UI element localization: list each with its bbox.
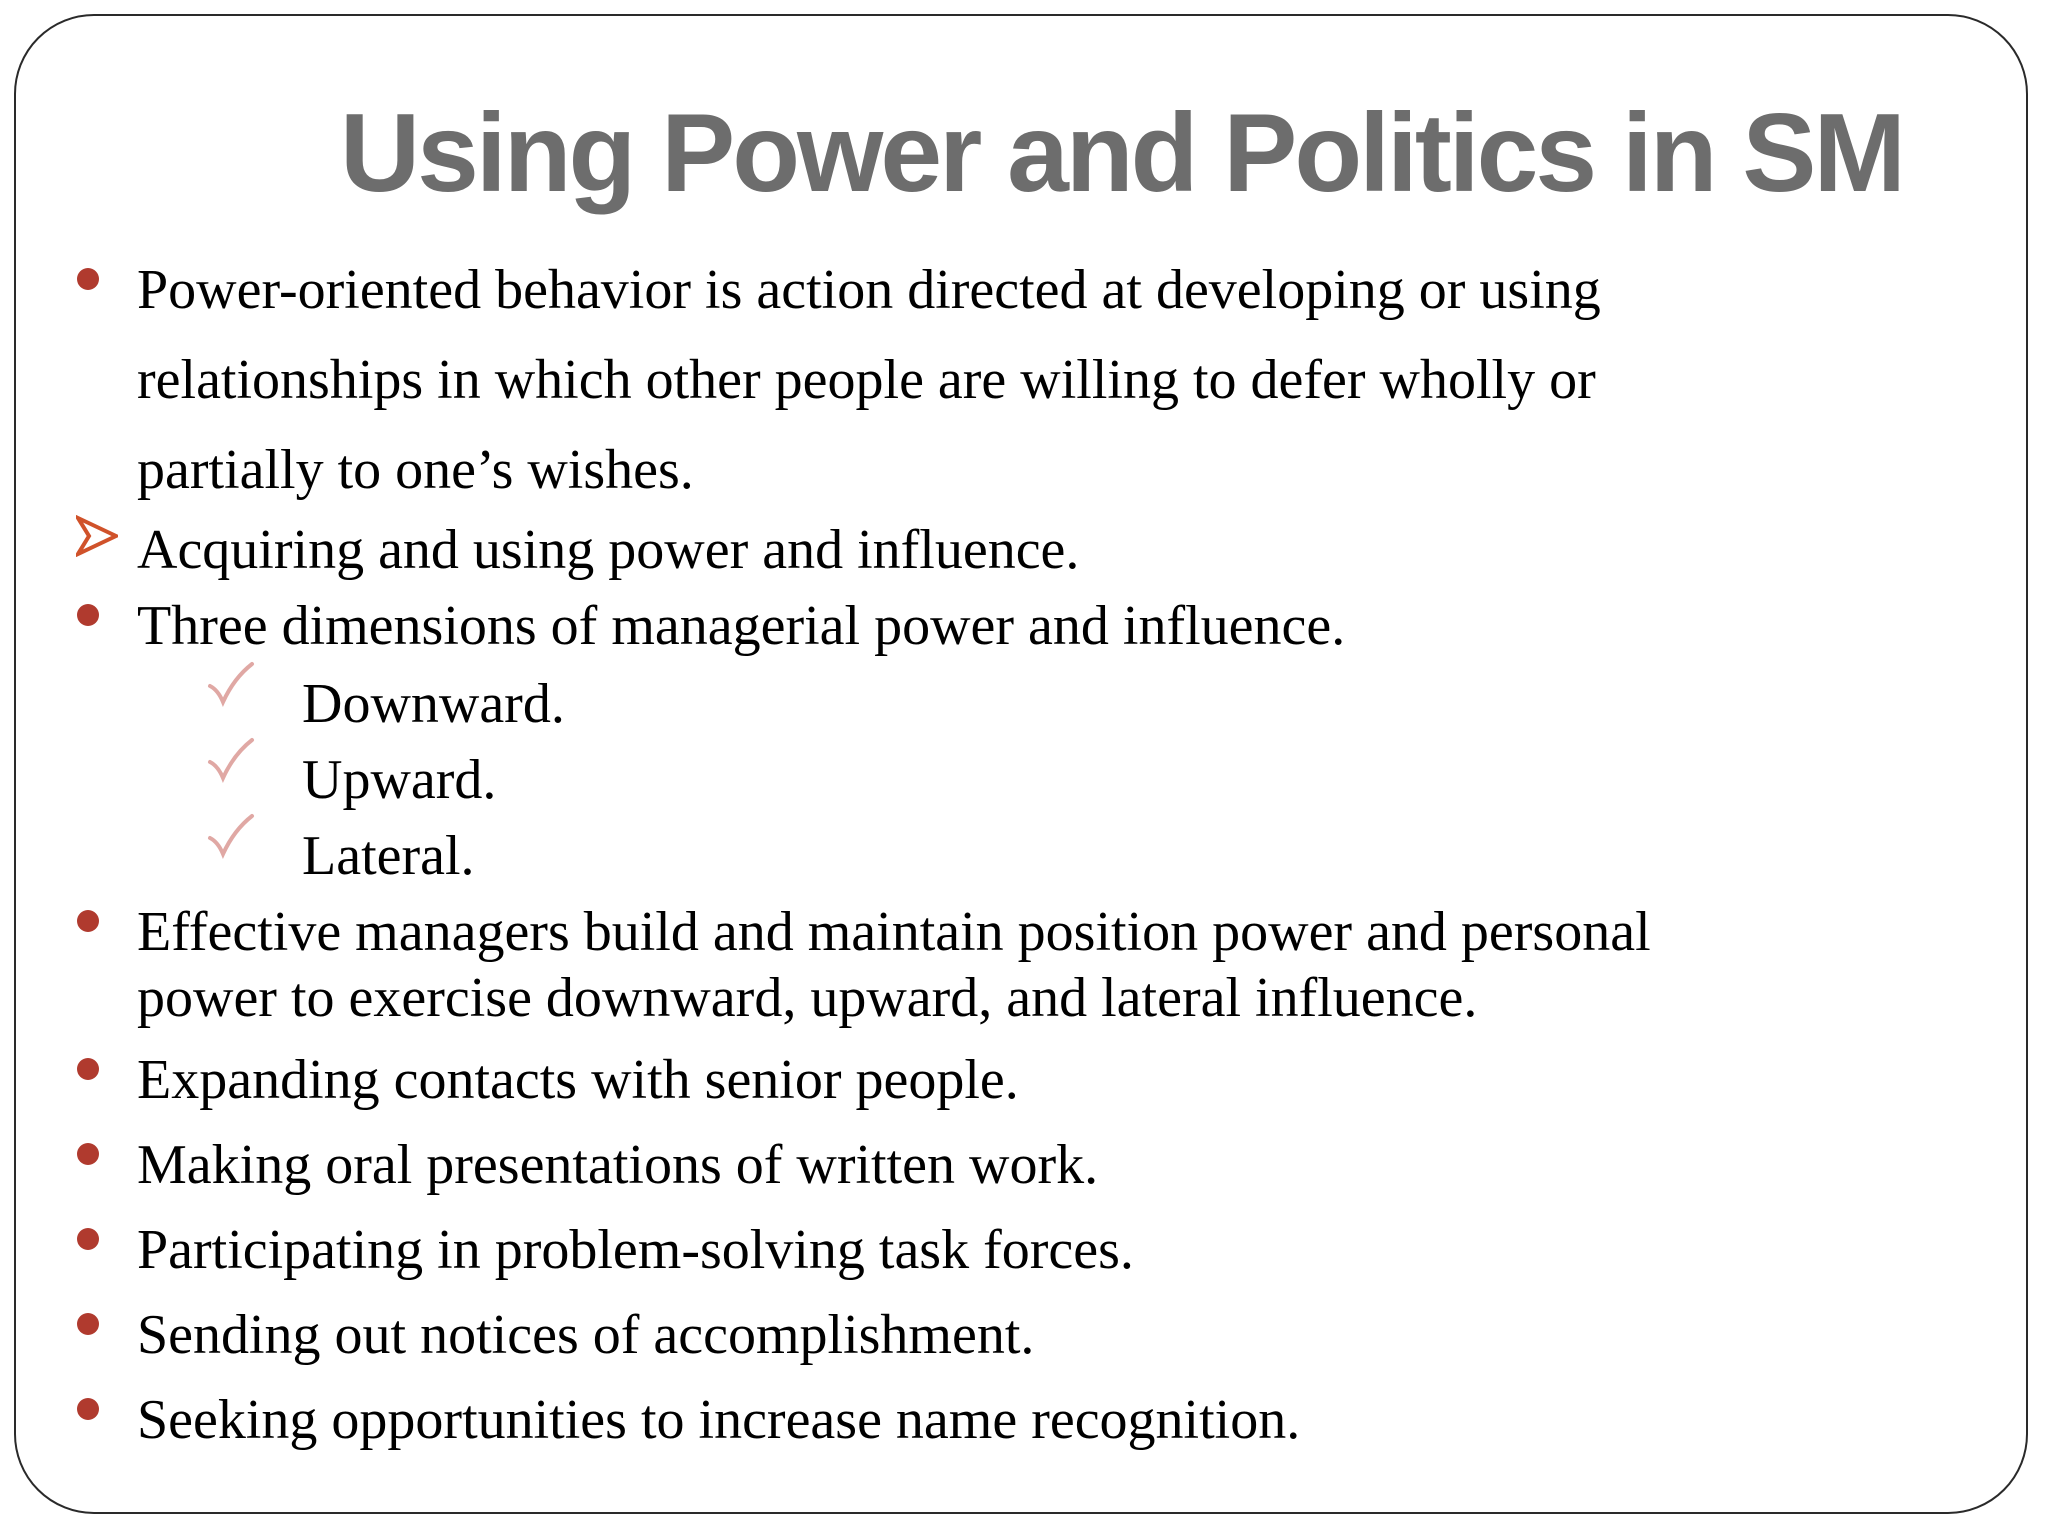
bullet-line: partially to one’s wishes. (137, 439, 694, 501)
bullet-dot-icon (77, 268, 99, 290)
bullet-item-name-recognition: Seeking opportunities to increase name recognition. (137, 1389, 1301, 1451)
checkmark-icon (206, 736, 256, 786)
bullet-line: Power-oriented behavior is action directed at developing or using (137, 259, 1601, 321)
sub-item-lateral: Lateral. (302, 825, 475, 887)
bullet-dot-icon (77, 1143, 99, 1165)
bullet-item-expanding-contacts: Expanding contacts with senior people. (137, 1049, 1019, 1111)
bullet-dot-icon (77, 1058, 99, 1080)
bullet-line: relationships in which other people are willing to defer wholly or (137, 349, 1596, 411)
bullet-item-task-forces: Participating in problem-solving task forces. (137, 1219, 1134, 1281)
checkmark-icon (206, 660, 256, 710)
bullet-dot-icon (77, 1398, 99, 1420)
bullet-dot-icon (77, 1228, 99, 1250)
bullet-dot-icon (77, 604, 99, 626)
bullet-item-three-dimensions: Three dimensions of managerial power and influence. (137, 595, 1346, 657)
slide-title: Using Power and Politics in SM (340, 91, 1903, 215)
bullet-dot-icon (77, 910, 99, 932)
bullet-item-notices: Sending out notices of accomplishment. (137, 1304, 1035, 1366)
bullet-line: power to exercise downward, upward, and lateral influence. (137, 967, 1478, 1029)
bullet-line: Effective managers build and maintain position power and personal (137, 901, 1651, 963)
bullet-dot-icon (77, 1313, 99, 1335)
arrow-item-acquiring-power: Acquiring and using power and influence. (137, 519, 1080, 581)
sub-item-upward: Upward. (302, 749, 497, 811)
bullet-item-oral-presentations: Making oral presentations of written work. (137, 1134, 1099, 1196)
sub-item-downward: Downward. (302, 673, 565, 735)
checkmark-icon (206, 812, 256, 862)
arrow-bullet-icon (76, 515, 118, 557)
